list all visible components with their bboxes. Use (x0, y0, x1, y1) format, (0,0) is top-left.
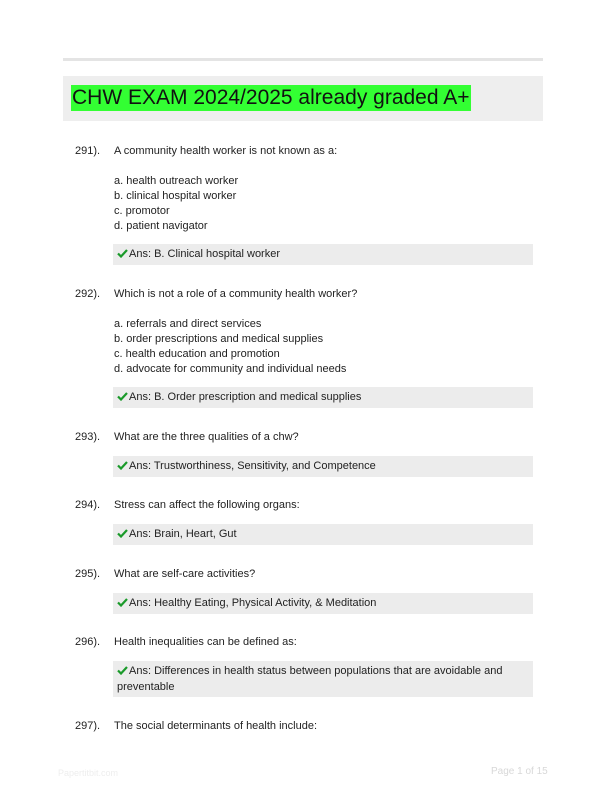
answer-text: Ans: Brain, Heart, Gut (129, 528, 237, 540)
option-d: d. patient navigator (114, 220, 208, 232)
option-list (114, 174, 238, 234)
title-band (63, 76, 543, 121)
option-c: c. promotor (114, 205, 170, 217)
question-295 (63, 567, 543, 615)
check-icon (117, 597, 129, 612)
answer-text: Ans: B. Clinical hospital worker (129, 248, 281, 260)
option-a: a. health outreach worker (114, 175, 239, 187)
question-294 (63, 498, 543, 546)
check-icon (117, 528, 129, 543)
answer-text: Ans: Trustworthiness, Sensitivity, and Competence (129, 460, 376, 472)
answer-text: Ans: Differences in health status between populations that are avoidable and preventable (117, 665, 503, 693)
answer-box (113, 593, 533, 614)
check-icon (117, 460, 129, 475)
answer-box (113, 244, 533, 265)
question-number: 291). (75, 145, 101, 157)
question-text: The social determinants of health include: (114, 720, 318, 732)
option-c: c. health education and promotion (114, 348, 280, 360)
answer-box (113, 387, 533, 408)
question-text: What are self-care activities? (114, 568, 256, 580)
question-text: What are the three qualities of a chw? (114, 431, 299, 443)
question-text: Which is not a role of a community health worker? (114, 288, 358, 300)
answer-box (113, 456, 533, 477)
question-text: Health inequalities can be defined as: (114, 636, 297, 648)
answer-box (113, 661, 533, 697)
answer-text: Ans: Healthy Eating, Physical Activity, & Meditation (129, 597, 377, 609)
check-icon (117, 665, 129, 680)
option-a: a. referrals and direct services (114, 318, 262, 330)
question-number: 292). (75, 288, 101, 300)
question-number: 297). (75, 720, 101, 732)
question-296 (63, 635, 543, 699)
footer-source: Papertitbit.com (58, 768, 119, 778)
question-293 (63, 430, 543, 478)
option-b: b. clinical hospital worker (114, 190, 237, 202)
option-list (114, 317, 346, 377)
question-text: A community health worker is not known as a: (114, 145, 338, 157)
question-291 (63, 144, 543, 269)
question-292 (63, 287, 543, 412)
answer-box (113, 524, 533, 545)
option-b: b. order prescriptions and medical supplies (114, 333, 324, 345)
check-icon (117, 391, 129, 406)
check-icon (117, 248, 129, 263)
top-rule (63, 58, 543, 61)
question-number: 295). (75, 568, 101, 580)
answer-text: Ans: B. Order prescription and medical supplies (129, 391, 362, 403)
page-title: CHW EXAM 2024/2025 already graded A+ (72, 86, 470, 109)
question-number: 296). (75, 636, 101, 648)
page-indicator: Page 1 of 15 (491, 766, 548, 777)
question-number: 294). (75, 499, 101, 511)
question-number: 293). (75, 431, 101, 443)
question-297 (63, 719, 543, 737)
option-d: d. advocate for community and individual needs (114, 363, 347, 375)
question-text: Stress can affect the following organs: (114, 499, 300, 511)
